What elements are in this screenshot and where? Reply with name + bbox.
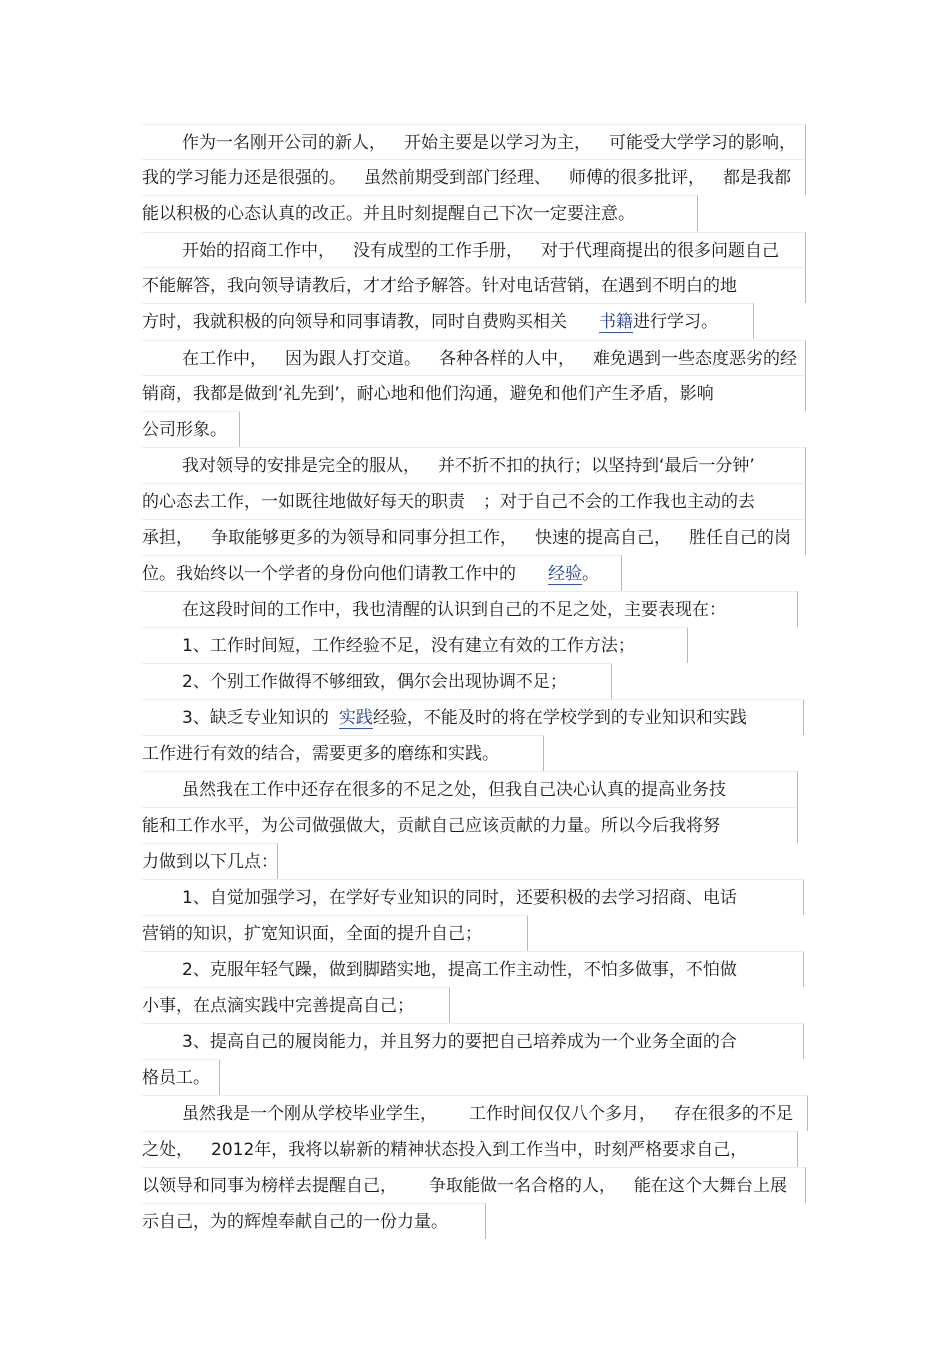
text-run: 以领导和同事为榜样去提醒自己， <box>142 1176 397 1196</box>
text-run: 承担， <box>142 528 193 548</box>
text-run: 经验，不能及时的将在学校学到的专业知识和实践 <box>372 708 747 728</box>
text-run: 工作时间仅仅八个多月， <box>469 1104 656 1124</box>
text-line <box>142 375 806 411</box>
text-run: 。 <box>582 564 599 584</box>
text-run: 可能受大学学习的影响， <box>609 133 796 153</box>
text-run: 能和工作水平，为公司做强做大，贡献自己应该贡献的力量。所以今后我将努 <box>142 816 720 836</box>
text-line <box>142 987 450 1023</box>
text-run: 在工作中， <box>182 349 267 369</box>
link-experience[interactable]: 经验 <box>548 564 582 584</box>
text-run: 3、提高自己的履岗能力，并且努力的要把自己培养成为一个业务全面的合 <box>182 1032 737 1052</box>
text-run: 能在这个大舞台上展 <box>634 1176 787 1196</box>
text-run: 在这段时间的工作中，我也清醒的认识到自己的不足之处，主要表现在： <box>182 600 726 620</box>
text-line <box>142 340 806 376</box>
text-run: 公司形象。 <box>142 420 227 440</box>
text-run: 力做到以下几点： <box>142 852 278 872</box>
text-run: 快速的提高自己， <box>535 528 671 548</box>
text-run: 开始主要是以学习为主， <box>404 133 591 153</box>
text-run: 小事，在点滴实践中完善提高自己； <box>142 996 414 1016</box>
text-run: 对于代理商提出的很多问题自己 <box>541 241 779 261</box>
text-run: 作为一名刚开公司的新人， <box>182 133 386 153</box>
text-run: 之处， <box>142 1140 193 1160</box>
link-books[interactable]: 书籍 <box>599 312 633 332</box>
text-line <box>142 303 754 339</box>
text-run: 营销的知识，扩宽知识面，全面的提升自己； <box>142 924 482 944</box>
text-run: 争取能做一名合格的人， <box>429 1176 616 1196</box>
text-run: 2、个别工作做得不够细致，偶尔会出现协调不足； <box>182 672 567 692</box>
text-line <box>142 1095 808 1131</box>
text-run: 师傅的很多批评， <box>569 168 705 188</box>
text-run: 不能解答，我向领导请教后，才才给予解答。针对电话营销，在遇到不明白的地 <box>142 276 737 296</box>
text-run: 销商，我都是做到‘礼先到’，耐心地和他们沟通，避免和他们产生矛盾，影响 <box>142 384 714 404</box>
text-run: 能以积极的心态认真的改正。并且时刻提醒自己下次一定要注意。 <box>142 204 635 224</box>
text-line <box>142 663 612 699</box>
text-run: ；对于自己不会的工作我也主动的去 <box>483 492 755 512</box>
text-run: 开始的招商工作中， <box>182 241 335 261</box>
text-run: 2、克服年轻气躁，做到脚踏实地，提高工作主动性，不怕多做事，不怕做 <box>182 960 737 980</box>
text-line <box>142 159 806 195</box>
link-practice[interactable]: 实践 <box>338 708 373 728</box>
text-run: 各种各样的人中， <box>439 349 575 369</box>
text-line <box>142 232 806 268</box>
text-line <box>142 1023 804 1059</box>
text-line <box>142 483 806 519</box>
text-line <box>142 124 806 160</box>
text-run: 工作进行有效的结合，需要更多的磨练和实践。 <box>142 744 499 764</box>
text-line <box>142 951 804 987</box>
text-run: 方时，我就积极的向领导和同事请教，同时自费购买相关 <box>142 312 567 332</box>
text-run: 2012年，我将以崭新的精神状态投入到工作当中，时刻严格要求自己， <box>211 1140 748 1160</box>
text-run: ；以坚持到‘最后一分钟’ <box>574 456 755 476</box>
text-run: 位。我始终以一个学者的身份向他们请教工作中的 <box>142 564 516 584</box>
text-line <box>142 879 804 915</box>
text-run: 示自己，为的辉煌奉献自己的一份力量。 <box>142 1212 448 1232</box>
text-line <box>142 555 622 591</box>
text-run: 3、缺乏专业知识的 <box>182 708 329 728</box>
text-line <box>142 807 798 843</box>
text-run: 争取能够更多的为领导和同事分担工作， <box>211 528 517 548</box>
text-run: 存在很多的不足 <box>674 1104 793 1124</box>
text-run: 虽然我在工作中还存在很多的不足之处，但我自己决心认真的提高业务技 <box>182 780 726 800</box>
text-line <box>142 195 698 231</box>
text-run: 我对领导的安排是完全的服从， <box>182 456 420 476</box>
text-line <box>142 915 528 951</box>
text-run: 虽然我是一个刚从学校毕业学生， <box>182 1104 437 1124</box>
text-run: 胜任自己的岗 <box>689 528 791 548</box>
text-run: 因为跟人打交道。 <box>285 349 421 369</box>
text-run: 难免遇到一些态度恶劣的经 <box>593 349 797 369</box>
text-run: 我的学习能力还是很强的。 <box>142 168 346 188</box>
text-run: 的心态去工作，一如既往地做好每天的职责 <box>142 492 465 512</box>
text-line <box>142 771 798 807</box>
text-line <box>142 699 804 735</box>
text-line <box>142 591 798 627</box>
text-line <box>142 1059 220 1095</box>
text-run: 1、自觉加强学习，在学好专业知识的同时，还要积极的去学习招商、电话 <box>182 888 737 908</box>
text-line <box>142 267 806 303</box>
text-run: 格员工。 <box>142 1068 210 1088</box>
text-line <box>142 447 806 483</box>
text-run: 虽然前期受到部门经理、 <box>364 168 551 188</box>
text-line <box>142 519 806 555</box>
text-line <box>142 735 544 771</box>
text-run: 没有成型的工作手册， <box>353 241 523 261</box>
text-line <box>142 1203 486 1239</box>
text-line <box>142 1131 798 1167</box>
text-line <box>142 1167 806 1203</box>
text-run: 进行学习。 <box>633 312 718 332</box>
text-line <box>142 627 688 663</box>
text-run: 并不折不扣的执行 <box>438 456 574 476</box>
text-run: 都是我都 <box>723 168 791 188</box>
text-run: 1、工作时间短，工作经验不足，没有建立有效的工作方法； <box>182 636 635 656</box>
text-line <box>142 411 240 447</box>
text-line <box>142 843 278 879</box>
